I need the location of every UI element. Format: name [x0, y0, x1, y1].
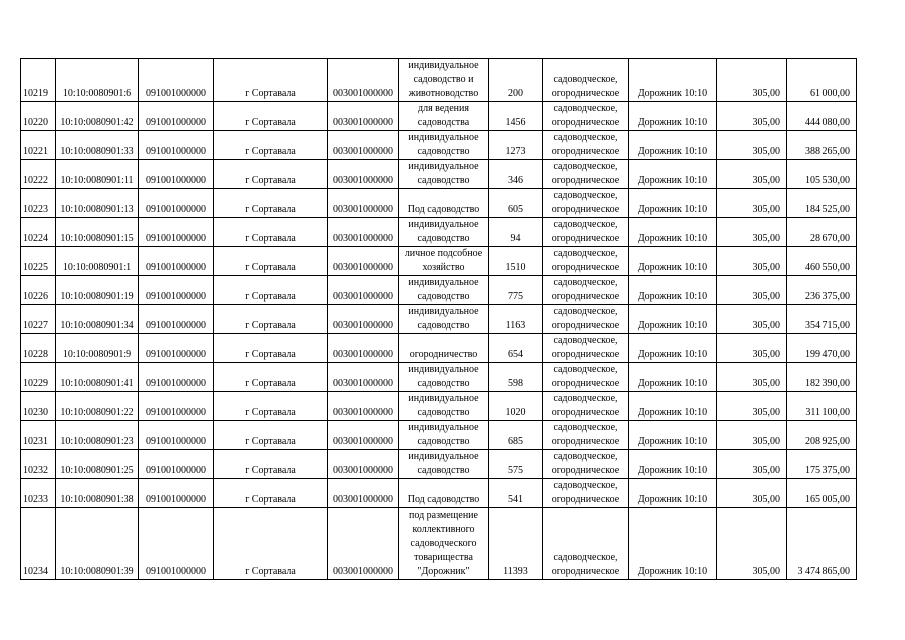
cell-area: 598	[489, 363, 543, 392]
cell-district-code: 003001000000	[328, 218, 399, 247]
cell-district-code: 003001000000	[328, 450, 399, 479]
cell-association: Дорожник 10:10	[629, 276, 717, 305]
cell-district-code: 003001000000	[328, 276, 399, 305]
table-row	[21, 479, 857, 508]
cell-area: 94	[489, 218, 543, 247]
cell-use-category: садоводческое, огородническое	[543, 334, 629, 363]
cell-rate: 305,00	[717, 363, 787, 392]
cell-association: Дорожник 10:10	[629, 508, 717, 580]
cell-rate: 305,00	[717, 59, 787, 102]
table-row	[21, 421, 857, 450]
cell-locality: г Сортавала	[214, 59, 328, 102]
cell-area: 1020	[489, 392, 543, 421]
cell-row-number: 10234	[21, 508, 56, 580]
table-row	[21, 160, 857, 189]
cell-association: Дорожник 10:10	[629, 363, 717, 392]
cell-permitted-use: индивидуальное садоводство	[399, 160, 489, 189]
cell-use-category: садоводческое, огородническое	[543, 102, 629, 131]
cell-use-category: садоводческое, огородническое	[543, 189, 629, 218]
cell-oktmo-code: 091001000000	[139, 160, 214, 189]
cell-district-code: 003001000000	[328, 247, 399, 276]
cell-cadastral-number: 10:10:0080901:19	[56, 276, 139, 305]
cell-cadastral-value: 199 470,00	[787, 334, 857, 363]
cell-permitted-use: для ведения садоводства	[399, 102, 489, 131]
cell-row-number: 10221	[21, 131, 56, 160]
cell-permitted-use: индивидуальное садоводство	[399, 131, 489, 160]
cell-cadastral-value: 3 474 865,00	[787, 508, 857, 580]
table-row	[21, 305, 857, 334]
cell-rate: 305,00	[717, 160, 787, 189]
cell-use-category: садоводческое, огородническое	[543, 392, 629, 421]
cell-permitted-use: личное подсобное хозяйство	[399, 247, 489, 276]
cell-oktmo-code: 091001000000	[139, 508, 214, 580]
cell-oktmo-code: 091001000000	[139, 247, 214, 276]
cell-rate: 305,00	[717, 247, 787, 276]
cell-oktmo-code: 091001000000	[139, 276, 214, 305]
cell-association: Дорожник 10:10	[629, 450, 717, 479]
cell-area: 605	[489, 189, 543, 218]
cell-rate: 305,00	[717, 218, 787, 247]
cell-locality: г Сортавала	[214, 392, 328, 421]
cell-cadastral-value: 61 000,00	[787, 59, 857, 102]
cell-area: 1273	[489, 131, 543, 160]
cell-association: Дорожник 10:10	[629, 421, 717, 450]
cell-association: Дорожник 10:10	[629, 102, 717, 131]
cell-locality: г Сортавала	[214, 102, 328, 131]
cell-oktmo-code: 091001000000	[139, 479, 214, 508]
cell-row-number: 10230	[21, 392, 56, 421]
cell-use-category: садоводческое, огородническое	[543, 508, 629, 580]
cell-district-code: 003001000000	[328, 479, 399, 508]
cell-cadastral-number: 10:10:0080901:25	[56, 450, 139, 479]
table-row	[21, 247, 857, 276]
cell-locality: г Сортавала	[214, 160, 328, 189]
cell-area: 1510	[489, 247, 543, 276]
cell-locality: г Сортавала	[214, 276, 328, 305]
cell-rate: 305,00	[717, 508, 787, 580]
cell-district-code: 003001000000	[328, 131, 399, 160]
cell-use-category: садоводческое, огородническое	[543, 218, 629, 247]
cell-use-category: садоводческое, огородническое	[543, 305, 629, 334]
cell-cadastral-number: 10:10:0080901:1	[56, 247, 139, 276]
cell-cadastral-number: 10:10:0080901:39	[56, 508, 139, 580]
cell-locality: г Сортавала	[214, 508, 328, 580]
cell-cadastral-number: 10:10:0080901:15	[56, 218, 139, 247]
cell-row-number: 10225	[21, 247, 56, 276]
cell-permitted-use: Под садоводство	[399, 479, 489, 508]
table-row	[21, 334, 857, 363]
cell-cadastral-value: 208 925,00	[787, 421, 857, 450]
cell-oktmo-code: 091001000000	[139, 189, 214, 218]
cell-area: 1163	[489, 305, 543, 334]
cell-use-category: садоводческое, огородническое	[543, 160, 629, 189]
cell-rate: 305,00	[717, 421, 787, 450]
cell-cadastral-number: 10:10:0080901:9	[56, 334, 139, 363]
cell-district-code: 003001000000	[328, 160, 399, 189]
cell-cadastral-value: 311 100,00	[787, 392, 857, 421]
cell-row-number: 10224	[21, 218, 56, 247]
cell-association: Дорожник 10:10	[629, 160, 717, 189]
cell-association: Дорожник 10:10	[629, 479, 717, 508]
cell-oktmo-code: 091001000000	[139, 363, 214, 392]
cell-locality: г Сортавала	[214, 247, 328, 276]
cell-row-number: 10219	[21, 59, 56, 102]
cell-cadastral-value: 460 550,00	[787, 247, 857, 276]
cell-association: Дорожник 10:10	[629, 218, 717, 247]
cell-area: 1456	[489, 102, 543, 131]
cell-cadastral-value: 182 390,00	[787, 363, 857, 392]
cell-district-code: 003001000000	[328, 189, 399, 218]
cell-oktmo-code: 091001000000	[139, 131, 214, 160]
cell-permitted-use: огородничество	[399, 334, 489, 363]
cell-locality: г Сортавала	[214, 189, 328, 218]
cell-locality: г Сортавала	[214, 450, 328, 479]
cell-row-number: 10233	[21, 479, 56, 508]
cell-row-number: 10226	[21, 276, 56, 305]
cell-cadastral-value: 236 375,00	[787, 276, 857, 305]
cell-oktmo-code: 091001000000	[139, 59, 214, 102]
cell-row-number: 10220	[21, 102, 56, 131]
cell-use-category: садоводческое, огородническое	[543, 247, 629, 276]
cell-use-category: садоводческое, огородническое	[543, 450, 629, 479]
cell-association: Дорожник 10:10	[629, 247, 717, 276]
cell-district-code: 003001000000	[328, 363, 399, 392]
cell-association: Дорожник 10:10	[629, 131, 717, 160]
cell-area: 575	[489, 450, 543, 479]
cell-rate: 305,00	[717, 392, 787, 421]
cell-locality: г Сортавала	[214, 479, 328, 508]
cell-row-number: 10232	[21, 450, 56, 479]
cell-oktmo-code: 091001000000	[139, 218, 214, 247]
cell-permitted-use: индивидуальное садоводство и животноводство	[399, 59, 489, 102]
cell-cadastral-number: 10:10:0080901:13	[56, 189, 139, 218]
table-row	[21, 218, 857, 247]
cell-permitted-use: индивидуальное садоводство	[399, 392, 489, 421]
cell-permitted-use: под размещение коллективного садоводческого товарищества "Дорожник"	[399, 508, 489, 580]
cell-cadastral-value: 175 375,00	[787, 450, 857, 479]
cell-district-code: 003001000000	[328, 508, 399, 580]
cell-oktmo-code: 091001000000	[139, 421, 214, 450]
cell-permitted-use: индивидуальное садоводство	[399, 450, 489, 479]
cell-cadastral-number: 10:10:0080901:42	[56, 102, 139, 131]
cell-locality: г Сортавала	[214, 334, 328, 363]
cell-oktmo-code: 091001000000	[139, 102, 214, 131]
cell-cadastral-number: 10:10:0080901:22	[56, 392, 139, 421]
cell-district-code: 003001000000	[328, 305, 399, 334]
cell-oktmo-code: 091001000000	[139, 450, 214, 479]
cell-cadastral-number: 10:10:0080901:23	[56, 421, 139, 450]
cell-district-code: 003001000000	[328, 392, 399, 421]
cell-area: 541	[489, 479, 543, 508]
cell-cadastral-value: 354 715,00	[787, 305, 857, 334]
cell-area: 775	[489, 276, 543, 305]
cell-district-code: 003001000000	[328, 421, 399, 450]
cell-association: Дорожник 10:10	[629, 59, 717, 102]
table-row	[21, 508, 857, 580]
cell-permitted-use: Под садоводство	[399, 189, 489, 218]
cell-cadastral-number: 10:10:0080901:34	[56, 305, 139, 334]
cell-use-category: садоводческое, огородническое	[543, 421, 629, 450]
cell-area: 654	[489, 334, 543, 363]
cell-permitted-use: индивидуальное садоводство	[399, 305, 489, 334]
cell-locality: г Сортавала	[214, 305, 328, 334]
cell-area: 11393	[489, 508, 543, 580]
cell-permitted-use: индивидуальное садоводство	[399, 276, 489, 305]
cell-row-number: 10229	[21, 363, 56, 392]
table-row	[21, 450, 857, 479]
cell-row-number: 10231	[21, 421, 56, 450]
cell-locality: г Сортавала	[214, 363, 328, 392]
cell-rate: 305,00	[717, 102, 787, 131]
cell-locality: г Сортавала	[214, 218, 328, 247]
cell-row-number: 10227	[21, 305, 56, 334]
cell-area: 685	[489, 421, 543, 450]
cell-district-code: 003001000000	[328, 102, 399, 131]
cell-use-category: садоводческое, огородническое	[543, 59, 629, 102]
table-row	[21, 189, 857, 218]
land-registry-table	[20, 58, 857, 580]
cell-rate: 305,00	[717, 334, 787, 363]
cell-association: Дорожник 10:10	[629, 305, 717, 334]
cell-locality: г Сортавала	[214, 421, 328, 450]
cell-area: 346	[489, 160, 543, 189]
cell-association: Дорожник 10:10	[629, 189, 717, 218]
cell-cadastral-number: 10:10:0080901:38	[56, 479, 139, 508]
cell-oktmo-code: 091001000000	[139, 392, 214, 421]
cell-use-category: садоводческое, огородническое	[543, 131, 629, 160]
table-row	[21, 131, 857, 160]
cell-oktmo-code: 091001000000	[139, 305, 214, 334]
cell-rate: 305,00	[717, 131, 787, 160]
cell-cadastral-value: 165 005,00	[787, 479, 857, 508]
cell-association: Дорожник 10:10	[629, 334, 717, 363]
table-row	[21, 363, 857, 392]
cell-permitted-use: индивидуальное садоводство	[399, 363, 489, 392]
cell-association: Дорожник 10:10	[629, 392, 717, 421]
cell-cadastral-number: 10:10:0080901:11	[56, 160, 139, 189]
cell-cadastral-value: 105 530,00	[787, 160, 857, 189]
cell-permitted-use: индивидуальное садоводство	[399, 421, 489, 450]
cell-use-category: садоводческое, огородническое	[543, 363, 629, 392]
table-row	[21, 392, 857, 421]
cell-district-code: 003001000000	[328, 59, 399, 102]
cell-cadastral-number: 10:10:0080901:41	[56, 363, 139, 392]
table-row	[21, 102, 857, 131]
cell-rate: 305,00	[717, 479, 787, 508]
cell-cadastral-number: 10:10:0080901:33	[56, 131, 139, 160]
cell-cadastral-value: 444 080,00	[787, 102, 857, 131]
table-row	[21, 276, 857, 305]
cell-use-category: садоводческое, огородническое	[543, 276, 629, 305]
cell-cadastral-value: 28 670,00	[787, 218, 857, 247]
cell-area: 200	[489, 59, 543, 102]
cell-row-number: 10228	[21, 334, 56, 363]
cell-district-code: 003001000000	[328, 334, 399, 363]
cell-rate: 305,00	[717, 276, 787, 305]
cell-rate: 305,00	[717, 450, 787, 479]
cell-use-category: садоводческое, огородническое	[543, 479, 629, 508]
cell-cadastral-value: 388 265,00	[787, 131, 857, 160]
cell-locality: г Сортавала	[214, 131, 328, 160]
cell-rate: 305,00	[717, 189, 787, 218]
cell-cadastral-number: 10:10:0080901:6	[56, 59, 139, 102]
table-body	[21, 59, 857, 580]
table-row	[21, 59, 857, 102]
cell-cadastral-value: 184 525,00	[787, 189, 857, 218]
cell-oktmo-code: 091001000000	[139, 334, 214, 363]
cell-permitted-use: индивидуальное садоводство	[399, 218, 489, 247]
cell-row-number: 10223	[21, 189, 56, 218]
cell-row-number: 10222	[21, 160, 56, 189]
cell-rate: 305,00	[717, 305, 787, 334]
